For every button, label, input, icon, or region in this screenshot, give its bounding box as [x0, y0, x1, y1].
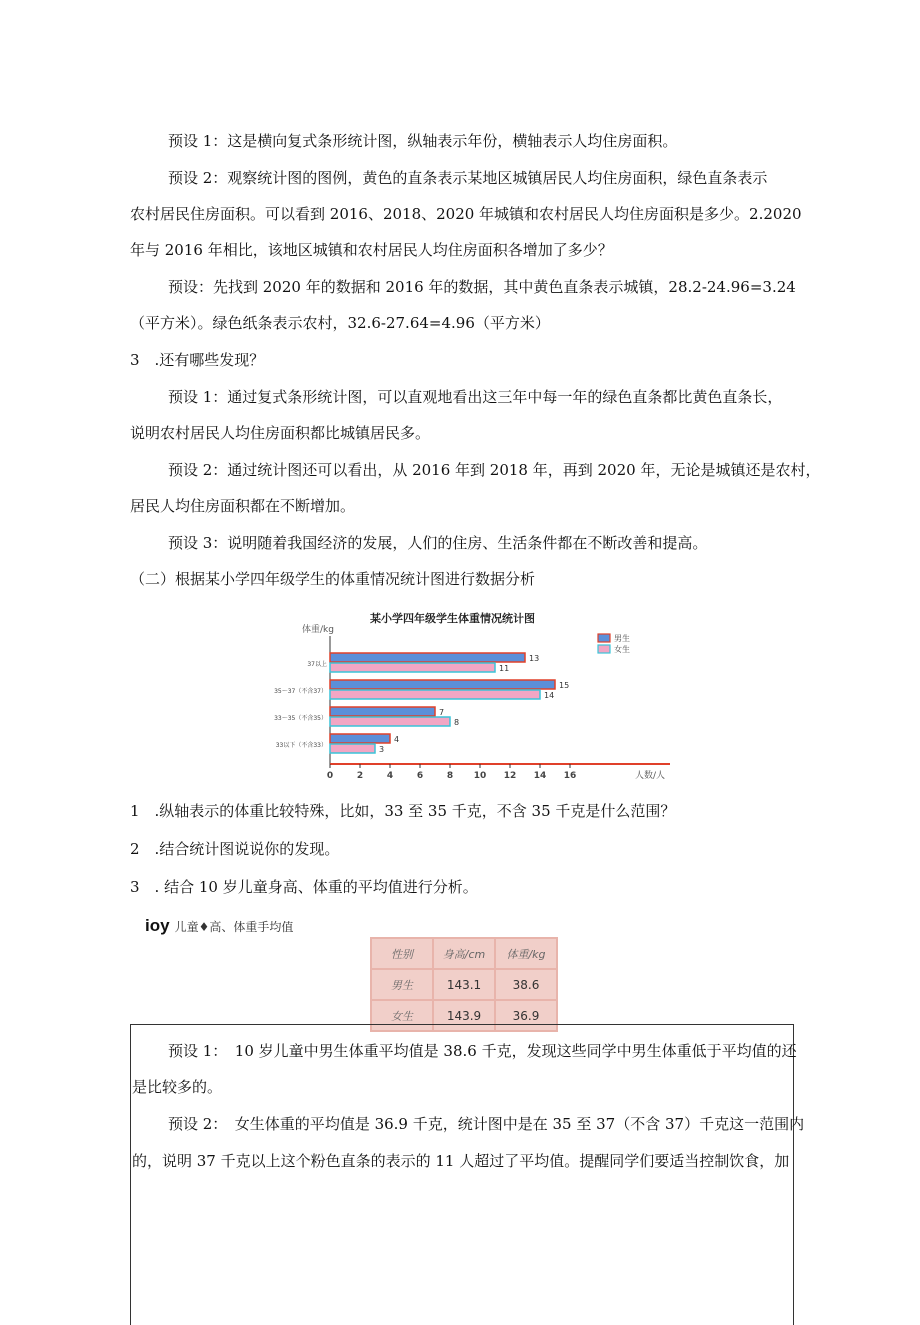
- para-find-2-line2: 居民人均住房面积都在不断增加。: [130, 497, 356, 515]
- legend-entry: 男生: [614, 634, 630, 643]
- data-label: 4: [394, 735, 400, 744]
- bar-男生: [330, 653, 525, 662]
- data-label: 15: [559, 681, 570, 690]
- data-label: 3: [379, 745, 385, 754]
- table-caption-text: 儿童♦高、体重手均值: [174, 920, 294, 934]
- y-axis-label: 体重/kg: [302, 625, 334, 635]
- data-label: 13: [529, 654, 540, 663]
- x-tick-label: 14: [533, 771, 547, 781]
- data-label: 14: [544, 691, 555, 700]
- table-row: [371, 969, 557, 1000]
- para-find-3: 预设 3：说明随着我国经济的发展，人们的住房、生活条件都在不断改善和提高。: [168, 534, 708, 552]
- bar-男生: [330, 707, 435, 716]
- question-n2: 2 .结合统计图说说你的发现。: [130, 840, 340, 858]
- legend-swatch: [598, 634, 610, 642]
- table-cell: 143.1: [433, 969, 495, 1000]
- para-find-1-line1: 预设 1：通过复式条形统计图，可以直观地看出这三年中每一年的绿色直条都比黄色直条长，: [168, 388, 783, 406]
- x-tick-label: 0: [326, 771, 334, 781]
- para-find-2-line1: 预设 2：通过统计图还可以看出，从 2016 年到 2018 年，再到 2020 年，无论是城镇还是农村，: [168, 461, 821, 479]
- table-caption-prefix: ioy: [145, 916, 170, 935]
- table-cell: 36.9: [495, 1000, 557, 1031]
- para-preset-2-line3: 年与 2016 年相比，该地区城镇和农村居民人均住房面积各增加了多少？: [130, 241, 613, 259]
- data-label: 11: [499, 664, 510, 673]
- bar-女生: [330, 717, 450, 726]
- chart-title: 某小学四年级学生体重情况统计图: [370, 612, 535, 625]
- bar-女生: [330, 663, 495, 672]
- x-tick-label: 6: [416, 771, 424, 781]
- bar-男生: [330, 680, 555, 689]
- question-n1: 1 .纵轴表示的体重比较特殊，比如，33 至 35 千克，不含 35 千克是什么范围？: [130, 802, 676, 820]
- bar-女生: [330, 744, 375, 753]
- table-header: 身高/cm: [433, 938, 495, 969]
- legend-swatch: [598, 645, 610, 653]
- table-header-row: [371, 938, 557, 969]
- preset-box: [130, 1024, 794, 1325]
- x-tick-label: 2: [356, 771, 364, 781]
- box-preset-2-line2: 的，说明 37 千克以上这个粉色直条的表示的 11 人超过了平均值。提醒同学们要适当控制饮食，加: [132, 1152, 790, 1170]
- table-header: 性别: [371, 938, 433, 969]
- x-axis-label: 人数/人: [635, 771, 666, 781]
- y-tick-label: 33以下（不含33）: [275, 742, 327, 749]
- x-tick-label: 8: [446, 771, 454, 781]
- table-cell: 女生: [371, 1000, 433, 1031]
- para-preset-2-line2: 农村居民住房面积。可以看到 2016、2018、2020 年城镇和农村居民人均住房面积是多少。2.2020: [130, 205, 802, 223]
- y-tick-label: 37以上: [307, 661, 327, 668]
- section-2-heading: （二）根据某小学四年级学生的体重情况统计图进行数据分析: [130, 570, 536, 588]
- weight-bar-chart: [274, 612, 680, 784]
- bar-男生: [330, 734, 390, 743]
- average-table: [370, 937, 558, 1032]
- legend-entry: 女生: [614, 645, 630, 654]
- question-n3: 3 . 结合 10 岁儿童身高、体重的平均值进行分析。: [130, 878, 478, 896]
- para-preset-2-line1: 预设 2：观察统计图的图例，黄色的直条表示某地区城镇居民人均住房面积，绿色直条表示: [168, 169, 768, 187]
- x-tick-label: 12: [503, 771, 517, 781]
- bar-女生: [330, 690, 540, 699]
- data-label: 7: [439, 708, 445, 717]
- x-tick-label: 10: [473, 771, 487, 781]
- para-preset-line1: 预设：先找到 2020 年的数据和 2016 年的数据，其中黄色直条表示城镇，28.2-24.96=3.24: [168, 278, 796, 296]
- x-tick-label: 16: [563, 771, 577, 781]
- question-3: 3 .还有哪些发现？: [130, 351, 265, 369]
- box-preset-1-line1: 预设 1： 10 岁儿童中男生体重平均值是 38.6 千克，发现这些同学中男生体重低于平均值的还: [168, 1042, 797, 1060]
- table-caption: [145, 916, 293, 936]
- y-tick-label: 35～37（不含37）: [274, 688, 327, 695]
- y-tick-label: 33～35（不含35）: [274, 715, 327, 722]
- data-label: 8: [454, 718, 460, 727]
- table-cell: 38.6: [495, 969, 557, 1000]
- box-preset-2-line1: 预设 2： 女生体重的平均值是 36.9 千克，统计图中是在 35 至 37（不含 37）千克这一范围内: [168, 1115, 805, 1133]
- table-cell: 143.9: [433, 1000, 495, 1031]
- table-header: 体重/kg: [495, 938, 557, 969]
- table-cell: 男生: [371, 969, 433, 1000]
- para-preset-1: 预设 1：这是横向复式条形统计图，纵轴表示年份，横轴表示人均住房面积。: [168, 132, 678, 150]
- x-tick-label: 4: [386, 771, 394, 781]
- para-preset-line2: （平方米）。绿色纸条表示农村，32.6-27.64=4.96（平方米）: [130, 314, 550, 332]
- box-preset-1-line2: 是比较多的。: [132, 1078, 223, 1096]
- para-find-1-line2: 说明农村居民人均住房面积都比城镇居民多。: [130, 424, 431, 442]
